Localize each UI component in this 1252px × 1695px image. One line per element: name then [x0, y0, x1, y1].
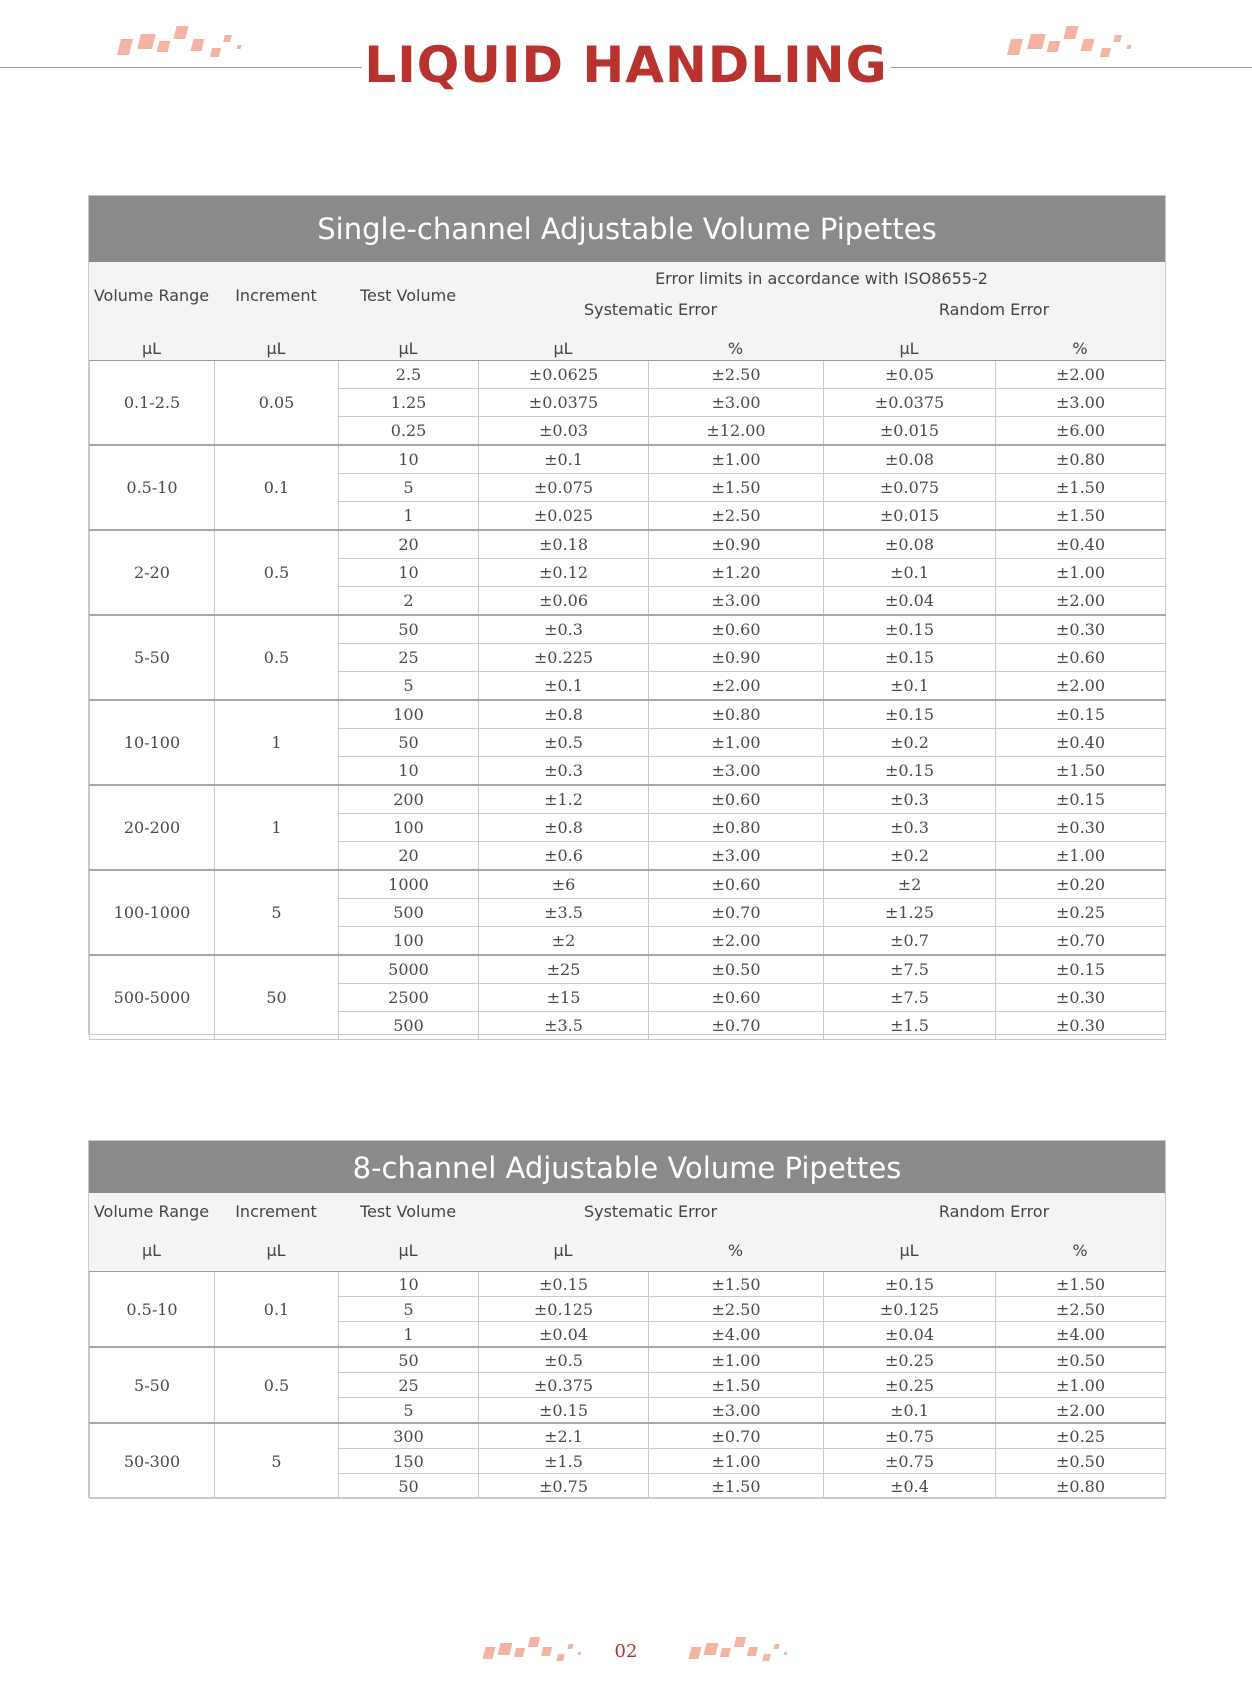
- page-title: LIQUID HANDLING: [364, 36, 888, 94]
- random-pct-cell: ±0.50: [996, 1449, 1166, 1474]
- table-row: [90, 615, 1166, 644]
- systematic-ul-cell: ±3.5: [479, 1012, 649, 1040]
- systematic-ul-cell: ±0.5: [479, 729, 649, 757]
- systematic-pct-cell: ±1.00: [649, 1449, 824, 1474]
- test-volume-cell: 100: [339, 927, 479, 956]
- random-pct-cell: ±0.30: [996, 984, 1166, 1012]
- random-pct-cell: ±1.50: [996, 1272, 1166, 1297]
- random-ul-cell: ±0.015: [824, 502, 996, 531]
- test-volume-cell: 5: [339, 474, 479, 502]
- random-pct-cell: ±4.00: [996, 1322, 1166, 1348]
- test-volume-cell: 10: [339, 559, 479, 587]
- random-ul-cell: ±0.1: [824, 672, 996, 701]
- systematic-ul-cell: ±0.12: [479, 559, 649, 587]
- random-pct-cell: ±2.00: [996, 672, 1166, 701]
- systematic-ul-cell: ±0.04: [479, 1322, 649, 1348]
- systematic-pct-cell: ±0.60: [649, 615, 824, 644]
- increment-cell: 0.05: [215, 361, 339, 445]
- random-ul-cell: ±0.75: [824, 1423, 996, 1449]
- systematic-pct-cell: ±0.70: [649, 1012, 824, 1040]
- systematic-ul-cell: ±0.06: [479, 587, 649, 616]
- eight-channel-data: [89, 1272, 1166, 1499]
- systematic-pct-cell: ±2.50: [649, 1297, 824, 1322]
- increment-cell: 0.5: [215, 530, 339, 615]
- systematic-pct-cell: ±0.70: [649, 1423, 824, 1449]
- systematic-pct-cell: ±3.00: [649, 757, 824, 786]
- unit-label: µL: [899, 1241, 919, 1260]
- table-row: [90, 1272, 1166, 1297]
- single-channel-data: [89, 361, 1166, 1040]
- systematic-ul-cell: ±0.1: [479, 445, 649, 474]
- single-channel-table-title: Single-channel Adjustable Volume Pipettes: [89, 196, 1165, 262]
- random-ul-cell: ±0.015: [824, 417, 996, 446]
- random-ul-cell: ±0.08: [824, 530, 996, 559]
- random-ul-cell: ±0.3: [824, 785, 996, 814]
- increment-cell: 0.5: [215, 615, 339, 700]
- systematic-pct-cell: ±3.00: [649, 389, 824, 417]
- systematic-ul-cell: ±2: [479, 927, 649, 956]
- random-pct-cell: ±2.00: [996, 587, 1166, 616]
- random-pct-cell: ±0.70: [996, 927, 1166, 956]
- random-pct-cell: ±1.00: [996, 1373, 1166, 1398]
- systematic-pct-cell: ±1.20: [649, 559, 824, 587]
- systematic-ul-cell: ±0.125: [479, 1297, 649, 1322]
- table-row: [90, 700, 1166, 729]
- systematic-ul-cell: ±0.0375: [479, 389, 649, 417]
- test-volume-cell: 25: [339, 1373, 479, 1398]
- volume-range-cell: 20-200: [90, 785, 215, 870]
- volume-range-cell: 10-100: [90, 700, 215, 785]
- systematic-pct-cell: ±0.60: [649, 870, 824, 899]
- random-ul-cell: ±0.25: [824, 1373, 996, 1398]
- random-pct-cell: ±2.50: [996, 1297, 1166, 1322]
- single-channel-table: [88, 195, 1166, 1035]
- systematic-ul-cell: ±0.8: [479, 814, 649, 842]
- systematic-pct-cell: ±0.50: [649, 955, 824, 984]
- unit-label: µL: [398, 339, 418, 358]
- systematic-ul-cell: ±25: [479, 955, 649, 984]
- random-ul-cell: ±7.5: [824, 955, 996, 984]
- systematic-pct-cell: ±3.00: [649, 842, 824, 871]
- header-test-volume: Test Volume: [359, 286, 457, 305]
- page-number: 02: [614, 1641, 638, 1662]
- eight-channel-table: [88, 1140, 1166, 1498]
- increment-cell: 0.5: [215, 1347, 339, 1423]
- random-pct-cell: ±0.40: [996, 530, 1166, 559]
- unit-label: µL: [398, 1241, 418, 1260]
- test-volume-cell: 50: [339, 729, 479, 757]
- random-ul-cell: ±0.7: [824, 927, 996, 956]
- systematic-ul-cell: ±1.5: [479, 1449, 649, 1474]
- random-ul-cell: ±0.3: [824, 814, 996, 842]
- systematic-ul-cell: ±0.3: [479, 757, 649, 786]
- random-ul-cell: ±0.0375: [824, 389, 996, 417]
- unit-label: µL: [553, 339, 573, 358]
- unit-label: %: [727, 1241, 744, 1260]
- systematic-pct-cell: ±2.00: [649, 927, 824, 956]
- unit-label: µL: [141, 339, 162, 358]
- unit-label: µL: [553, 1241, 573, 1260]
- test-volume-cell: 100: [339, 814, 479, 842]
- volume-range-cell: 0.5-10: [90, 445, 215, 530]
- systematic-ul-cell: ±3.5: [479, 899, 649, 927]
- random-ul-cell: ±0.125: [824, 1297, 996, 1322]
- random-pct-cell: ±1.00: [996, 559, 1166, 587]
- random-ul-cell: ±0.15: [824, 700, 996, 729]
- random-ul-cell: ±7.5: [824, 984, 996, 1012]
- systematic-ul-cell: ±0.075: [479, 474, 649, 502]
- systematic-pct-cell: ±0.60: [649, 785, 824, 814]
- random-ul-cell: ±0.075: [824, 474, 996, 502]
- random-pct-cell: ±0.15: [996, 955, 1166, 984]
- systematic-ul-cell: ±0.03: [479, 417, 649, 446]
- test-volume-cell: 2500: [339, 984, 479, 1012]
- header-increment: Increment: [235, 286, 317, 305]
- random-pct-cell: ±0.40: [996, 729, 1166, 757]
- test-volume-cell: 1000: [339, 870, 479, 899]
- test-volume-cell: 2.5: [339, 361, 479, 389]
- header-test-volume: Test Volume: [359, 1202, 457, 1221]
- test-volume-cell: 1: [339, 502, 479, 531]
- systematic-ul-cell: ±2.1: [479, 1423, 649, 1449]
- random-pct-cell: ±0.30: [996, 615, 1166, 644]
- header-systematic-error: Systematic Error: [583, 1202, 718, 1221]
- systematic-pct-cell: ±1.50: [649, 1474, 824, 1499]
- systematic-ul-cell: ±0.15: [479, 1272, 649, 1297]
- unit-label: µL: [141, 1241, 162, 1260]
- systematic-pct-cell: ±1.00: [649, 729, 824, 757]
- single-channel-table-header: [89, 262, 1165, 361]
- systematic-ul-cell: ±0.8: [479, 700, 649, 729]
- test-volume-cell: 200: [339, 785, 479, 814]
- test-volume-cell: 500: [339, 899, 479, 927]
- systematic-pct-cell: ±2.50: [649, 361, 824, 389]
- test-volume-cell: 100: [339, 700, 479, 729]
- systematic-ul-cell: ±0.75: [479, 1474, 649, 1499]
- random-ul-cell: ±0.2: [824, 842, 996, 871]
- random-pct-cell: ±1.50: [996, 474, 1166, 502]
- systematic-pct-cell: ±2.50: [649, 502, 824, 531]
- random-pct-cell: ±0.80: [996, 445, 1166, 474]
- test-volume-cell: 10: [339, 445, 479, 474]
- test-volume-cell: 2: [339, 587, 479, 616]
- random-ul-cell: ±0.04: [824, 1322, 996, 1348]
- random-pct-cell: ±1.50: [996, 757, 1166, 786]
- test-volume-cell: 5: [339, 1398, 479, 1424]
- random-pct-cell: ±0.50: [996, 1347, 1166, 1373]
- header-error-limits: Error limits in accordance with ISO8655-2: [655, 269, 988, 288]
- table-row: [90, 361, 1166, 389]
- unit-label: µL: [899, 339, 919, 358]
- increment-cell: 1: [215, 700, 339, 785]
- unit-label: %: [727, 339, 744, 358]
- systematic-ul-cell: ±0.5: [479, 1347, 649, 1373]
- increment-cell: 0.1: [215, 445, 339, 530]
- random-ul-cell: ±0.05: [824, 361, 996, 389]
- test-volume-cell: 20: [339, 530, 479, 559]
- systematic-ul-cell: ±0.6: [479, 842, 649, 871]
- systematic-ul-cell: ±0.375: [479, 1373, 649, 1398]
- random-pct-cell: ±0.80: [996, 1474, 1166, 1499]
- random-pct-cell: ±3.00: [996, 389, 1166, 417]
- test-volume-cell: 1: [339, 1322, 479, 1348]
- random-ul-cell: ±0.08: [824, 445, 996, 474]
- eight-channel-table-header: [89, 1193, 1165, 1272]
- random-ul-cell: ±0.2: [824, 729, 996, 757]
- systematic-pct-cell: ±1.00: [649, 1347, 824, 1373]
- systematic-ul-cell: ±0.15: [479, 1398, 649, 1424]
- systematic-ul-cell: ±0.3: [479, 615, 649, 644]
- test-volume-cell: 10: [339, 757, 479, 786]
- random-ul-cell: ±0.15: [824, 757, 996, 786]
- test-volume-cell: 5: [339, 1297, 479, 1322]
- header-systematic-error: Systematic Error: [583, 300, 718, 319]
- systematic-ul-cell: ±0.1: [479, 672, 649, 701]
- random-pct-cell: ±0.30: [996, 814, 1166, 842]
- random-ul-cell: ±0.15: [824, 1272, 996, 1297]
- volume-range-cell: 2-20: [90, 530, 215, 615]
- increment-cell: 1: [215, 785, 339, 870]
- systematic-ul-cell: ±15: [479, 984, 649, 1012]
- systematic-pct-cell: ±1.00: [649, 445, 824, 474]
- table-row: [90, 785, 1166, 814]
- increment-cell: 50: [215, 955, 339, 1040]
- systematic-pct-cell: ±4.00: [649, 1322, 824, 1348]
- systematic-pct-cell: ±0.60: [649, 984, 824, 1012]
- random-pct-cell: ±1.50: [996, 502, 1166, 531]
- test-volume-cell: 5: [339, 672, 479, 701]
- random-ul-cell: ±1.5: [824, 1012, 996, 1040]
- test-volume-cell: 50: [339, 615, 479, 644]
- unit-label: %: [1072, 339, 1088, 358]
- unit-label: µL: [266, 1241, 286, 1260]
- systematic-pct-cell: ±1.50: [649, 474, 824, 502]
- unit-label: %: [1072, 1241, 1088, 1260]
- header-random-error: Random Error: [938, 1202, 1050, 1221]
- random-ul-cell: ±0.15: [824, 644, 996, 672]
- systematic-pct-cell: ±2.00: [649, 672, 824, 701]
- random-ul-cell: ±0.4: [824, 1474, 996, 1499]
- random-pct-cell: ±0.25: [996, 899, 1166, 927]
- test-volume-cell: 5000: [339, 955, 479, 984]
- increment-cell: 5: [215, 1423, 339, 1499]
- volume-range-cell: 5-50: [90, 1347, 215, 1423]
- header-increment: Increment: [235, 1202, 317, 1221]
- systematic-pct-cell: ±3.00: [649, 587, 824, 616]
- random-ul-cell: ±1.25: [824, 899, 996, 927]
- test-volume-cell: 150: [339, 1449, 479, 1474]
- volume-range-cell: 100-1000: [90, 870, 215, 955]
- volume-range-cell: 0.5-10: [90, 1272, 215, 1347]
- systematic-pct-cell: ±1.50: [649, 1272, 824, 1297]
- random-pct-cell: ±0.25: [996, 1423, 1166, 1449]
- increment-cell: 5: [215, 870, 339, 955]
- systematic-pct-cell: ±3.00: [649, 1398, 824, 1424]
- random-ul-cell: ±2: [824, 870, 996, 899]
- random-ul-cell: ±0.1: [824, 1398, 996, 1424]
- test-volume-cell: 0.25: [339, 417, 479, 446]
- unit-label: µL: [266, 339, 286, 358]
- systematic-ul-cell: ±6: [479, 870, 649, 899]
- volume-range-cell: 50-300: [90, 1423, 215, 1499]
- random-ul-cell: ±0.1: [824, 559, 996, 587]
- test-volume-cell: 50: [339, 1474, 479, 1499]
- systematic-pct-cell: ±0.70: [649, 899, 824, 927]
- volume-range-cell: 0.1-2.5: [90, 361, 215, 445]
- test-volume-cell: 25: [339, 644, 479, 672]
- systematic-pct-cell: ±1.50: [649, 1373, 824, 1398]
- table-row: [90, 955, 1166, 984]
- test-volume-cell: 500: [339, 1012, 479, 1040]
- systematic-ul-cell: ±0.18: [479, 530, 649, 559]
- systematic-ul-cell: ±0.225: [479, 644, 649, 672]
- systematic-pct-cell: ±0.90: [649, 644, 824, 672]
- random-pct-cell: ±0.15: [996, 785, 1166, 814]
- header-volume-range: Volume Range: [93, 1202, 210, 1221]
- header-volume-range: Volume Range: [93, 286, 210, 305]
- random-ul-cell: ±0.15: [824, 615, 996, 644]
- random-ul-cell: ±0.25: [824, 1347, 996, 1373]
- volume-range-cell: 5-50: [90, 615, 215, 700]
- test-volume-cell: 10: [339, 1272, 479, 1297]
- test-volume-cell: 300: [339, 1423, 479, 1449]
- table-row: [90, 870, 1166, 899]
- increment-cell: 0.1: [215, 1272, 339, 1347]
- table-row: [90, 1423, 1166, 1449]
- random-pct-cell: ±6.00: [996, 417, 1166, 446]
- table-row: [90, 445, 1166, 474]
- table-row: [90, 530, 1166, 559]
- random-pct-cell: ±0.30: [996, 1012, 1166, 1040]
- systematic-pct-cell: ±12.00: [649, 417, 824, 446]
- random-pct-cell: ±0.60: [996, 644, 1166, 672]
- random-pct-cell: ±0.15: [996, 700, 1166, 729]
- random-ul-cell: ±0.04: [824, 587, 996, 616]
- random-pct-cell: ±2.00: [996, 361, 1166, 389]
- random-pct-cell: ±2.00: [996, 1398, 1166, 1424]
- random-pct-cell: ±1.00: [996, 842, 1166, 871]
- systematic-ul-cell: ±0.025: [479, 502, 649, 531]
- volume-range-cell: 500-5000: [90, 955, 215, 1040]
- random-ul-cell: ±0.75: [824, 1449, 996, 1474]
- systematic-pct-cell: ±0.80: [649, 814, 824, 842]
- header-random-error: Random Error: [938, 300, 1050, 319]
- systematic-pct-cell: ±0.90: [649, 530, 824, 559]
- eight-channel-table-title: 8-channel Adjustable Volume Pipettes: [89, 1141, 1165, 1193]
- random-pct-cell: ±0.20: [996, 870, 1166, 899]
- test-volume-cell: 1.25: [339, 389, 479, 417]
- test-volume-cell: 50: [339, 1347, 479, 1373]
- decoration-squares-footer-right: [686, 1636, 796, 1666]
- test-volume-cell: 20: [339, 842, 479, 871]
- systematic-ul-cell: ±1.2: [479, 785, 649, 814]
- table-row: [90, 1347, 1166, 1373]
- systematic-ul-cell: ±0.0625: [479, 361, 649, 389]
- systematic-pct-cell: ±0.80: [649, 700, 824, 729]
